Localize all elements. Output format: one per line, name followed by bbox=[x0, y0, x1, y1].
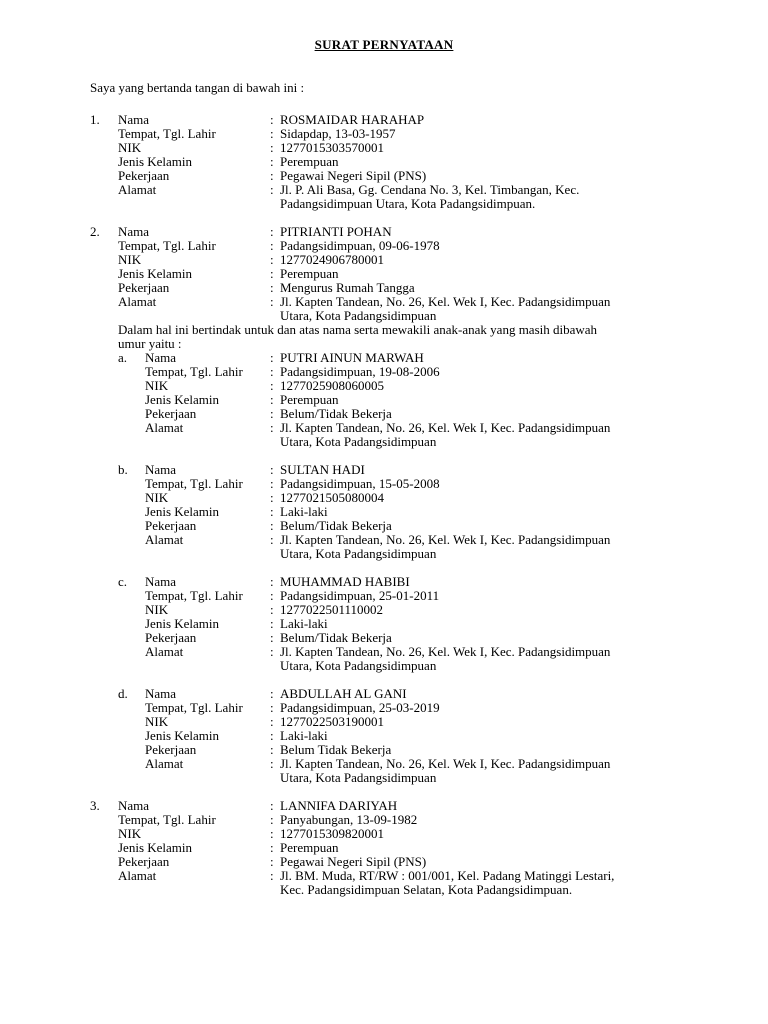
field-row-alamat bbox=[0, 757, 768, 771]
field-value-alamat-line2: Utara, Kota Padangsidimpuan bbox=[280, 308, 437, 323]
field-colon: : bbox=[270, 504, 274, 519]
field-label-nama: Nama bbox=[145, 686, 177, 701]
field-colon: : bbox=[270, 854, 274, 869]
field-row-alamat-continued bbox=[0, 659, 768, 673]
field-value-nik: 1277015303570001 bbox=[280, 140, 384, 155]
field-label-nama: Nama bbox=[118, 112, 150, 127]
field-label-ttl: Tempat, Tgl. Lahir bbox=[145, 700, 243, 715]
field-label-ttl: Tempat, Tgl. Lahir bbox=[145, 588, 243, 603]
field-colon: : bbox=[270, 126, 274, 141]
field-colon: : bbox=[270, 602, 274, 617]
field-row-ttl bbox=[0, 477, 768, 491]
person-entry bbox=[0, 799, 768, 897]
field-label-alamat: Alamat bbox=[118, 294, 157, 309]
field-colon: : bbox=[270, 616, 274, 631]
field-label-nik: NIK bbox=[145, 602, 169, 617]
field-label-ttl: Tempat, Tgl. Lahir bbox=[118, 238, 216, 253]
field-label-jk: Jenis Kelamin bbox=[145, 616, 220, 631]
field-colon: : bbox=[270, 294, 274, 309]
field-colon: : bbox=[270, 742, 274, 757]
field-colon: : bbox=[270, 350, 274, 365]
field-row-pekerjaan bbox=[0, 407, 768, 421]
field-label-ttl: Tempat, Tgl. Lahir bbox=[145, 364, 243, 379]
field-value-alamat: Jl. P. Ali Basa, Gg. Cendana No. 3, Kel. Timbangan, Kec. bbox=[280, 182, 580, 197]
field-row-nama bbox=[0, 113, 768, 127]
field-label-pekerjaan: Pekerjaan bbox=[145, 630, 197, 645]
field-colon: : bbox=[270, 840, 274, 855]
field-value-jk: Perempuan bbox=[280, 840, 339, 855]
field-colon: : bbox=[270, 392, 274, 407]
field-value-pekerjaan: Belum/Tidak Bekerja bbox=[280, 630, 392, 645]
field-colon: : bbox=[270, 420, 274, 435]
field-colon: : bbox=[270, 224, 274, 239]
field-row-nik bbox=[0, 491, 768, 505]
field-row-alamat bbox=[0, 183, 768, 197]
field-label-jk: Jenis Kelamin bbox=[145, 504, 220, 519]
field-row-ttl bbox=[0, 701, 768, 715]
field-row-jk bbox=[0, 155, 768, 169]
field-value-pekerjaan: Belum/Tidak Bekerja bbox=[280, 518, 392, 533]
field-value-nik: 1277022503190001 bbox=[280, 714, 384, 729]
field-colon: : bbox=[270, 140, 274, 155]
field-label-nama: Nama bbox=[145, 462, 177, 477]
field-colon: : bbox=[270, 154, 274, 169]
field-colon: : bbox=[270, 476, 274, 491]
field-value-alamat: Jl. Kapten Tandean, No. 26, Kel. Wek I, Kec. Padangsidimpuan bbox=[280, 532, 611, 547]
field-label-nik: NIK bbox=[118, 826, 142, 841]
field-label-nama: Nama bbox=[118, 224, 150, 239]
field-colon: : bbox=[270, 490, 274, 505]
field-colon: : bbox=[270, 728, 274, 743]
field-label-pekerjaan: Pekerjaan bbox=[118, 280, 170, 295]
field-row-alamat-continued bbox=[0, 435, 768, 449]
field-label-alamat: Alamat bbox=[118, 182, 157, 197]
field-value-nama: PUTRI AINUN MARWAH bbox=[280, 350, 424, 365]
field-value-alamat-line2: Padangsidimpuan Utara, Kota Padangsidimpuan. bbox=[280, 196, 536, 211]
field-colon: : bbox=[270, 714, 274, 729]
field-row-nama bbox=[0, 225, 768, 239]
field-row-alamat bbox=[0, 869, 768, 883]
field-label-pekerjaan: Pekerjaan bbox=[145, 406, 197, 421]
field-value-jk: Laki-laki bbox=[280, 616, 328, 631]
field-colon: : bbox=[270, 798, 274, 813]
field-value-jk: Perempuan bbox=[280, 154, 339, 169]
field-value-alamat: Jl. Kapten Tandean, No. 26, Kel. Wek I, Kec. Padangsidimpuan bbox=[280, 294, 611, 309]
field-value-alamat: Jl. Kapten Tandean, No. 26, Kel. Wek I, Kec. Padangsidimpuan bbox=[280, 756, 611, 771]
field-row-jk bbox=[0, 393, 768, 407]
child-entry bbox=[0, 575, 768, 673]
field-value-ttl: Padangsidimpuan, 09-06-1978 bbox=[280, 238, 440, 253]
child-entry bbox=[0, 351, 768, 449]
entry-number: 1. bbox=[90, 112, 100, 127]
field-label-alamat: Alamat bbox=[145, 420, 184, 435]
field-colon: : bbox=[270, 238, 274, 253]
field-row-nama bbox=[0, 351, 768, 365]
field-row-alamat bbox=[0, 645, 768, 659]
field-colon: : bbox=[270, 280, 274, 295]
field-label-nama: Nama bbox=[145, 350, 177, 365]
field-row-alamat bbox=[0, 533, 768, 547]
field-colon: : bbox=[270, 182, 274, 197]
field-row-ttl bbox=[0, 127, 768, 141]
entry-number: c. bbox=[118, 574, 128, 589]
field-value-jk: Laki-laki bbox=[280, 728, 328, 743]
field-colon: : bbox=[270, 406, 274, 421]
field-value-alamat: Jl. BM. Muda, RT/RW : 001/001, Kel. Padang Matinggi Lestari, bbox=[280, 868, 615, 883]
field-value-nama: SULTAN HADI bbox=[280, 462, 365, 477]
field-colon: : bbox=[270, 168, 274, 183]
field-colon: : bbox=[270, 518, 274, 533]
field-value-ttl: Panyabungan, 13-09-1982 bbox=[280, 812, 418, 827]
field-value-nama: LANNIFA DARIYAH bbox=[280, 798, 398, 813]
field-label-jk: Jenis Kelamin bbox=[118, 154, 193, 169]
field-value-nama: PITRIANTI POHAN bbox=[280, 224, 392, 239]
entry-number: a. bbox=[118, 350, 128, 365]
field-label-jk: Jenis Kelamin bbox=[145, 392, 220, 407]
entry-number: 3. bbox=[90, 798, 100, 813]
field-value-jk: Laki-laki bbox=[280, 504, 328, 519]
field-value-alamat: Jl. Kapten Tandean, No. 26, Kel. Wek I, Kec. Padangsidimpuan bbox=[280, 644, 611, 659]
entry-number: b. bbox=[118, 462, 128, 477]
field-value-nama: ABDULLAH AL GANI bbox=[280, 686, 407, 701]
field-value-alamat-line2: Utara, Kota Padangsidimpuan bbox=[280, 658, 437, 673]
field-row-alamat bbox=[0, 295, 768, 309]
field-row-nik bbox=[0, 603, 768, 617]
field-row-ttl bbox=[0, 239, 768, 253]
field-label-ttl: Tempat, Tgl. Lahir bbox=[145, 476, 243, 491]
field-value-alamat-line2: Kec. Padangsidimpuan Selatan, Kota Padangsidimpuan. bbox=[280, 882, 573, 897]
field-row-alamat bbox=[0, 421, 768, 435]
field-row-ttl bbox=[0, 813, 768, 827]
field-row-nik bbox=[0, 141, 768, 155]
field-row-nama bbox=[0, 687, 768, 701]
field-value-nama: ROSMAIDAR HARAHAP bbox=[280, 112, 425, 127]
field-label-pekerjaan: Pekerjaan bbox=[145, 518, 197, 533]
page-title: SURAT PERNYATAAN bbox=[314, 37, 454, 52]
field-value-nik: 1277025908060005 bbox=[280, 378, 384, 393]
representation-note-line1: Dalam hal ini bertindak untuk dan atas nama serta mewakili anak-anak yang masih dibawah bbox=[118, 322, 598, 337]
child-entry bbox=[0, 463, 768, 561]
field-value-alamat-line2: Utara, Kota Padangsidimpuan bbox=[280, 770, 437, 785]
field-value-jk: Perempuan bbox=[280, 392, 339, 407]
field-row-nama bbox=[0, 799, 768, 813]
field-value-nik: 1277022501110002 bbox=[280, 602, 384, 617]
field-colon: : bbox=[270, 630, 274, 645]
field-colon: : bbox=[270, 378, 274, 393]
field-label-nik: NIK bbox=[118, 140, 142, 155]
field-row-pekerjaan bbox=[0, 631, 768, 645]
field-value-pekerjaan: Pegawai Negeri Sipil (PNS) bbox=[280, 854, 427, 869]
intro-text: Saya yang bertanda tangan di bawah ini : bbox=[90, 80, 305, 95]
field-colon: : bbox=[270, 532, 274, 547]
field-row-nik bbox=[0, 827, 768, 841]
field-colon: : bbox=[270, 462, 274, 477]
field-value-alamat-line2: Utara, Kota Padangsidimpuan bbox=[280, 434, 437, 449]
field-value-ttl: Padangsidimpuan, 25-03-2019 bbox=[280, 700, 440, 715]
field-value-nama: MUHAMMAD HABIBI bbox=[280, 574, 410, 589]
field-row-pekerjaan bbox=[0, 855, 768, 869]
field-value-pekerjaan: Belum Tidak Bekerja bbox=[280, 742, 392, 757]
field-value-nik: 1277015309820001 bbox=[280, 826, 384, 841]
field-colon: : bbox=[270, 700, 274, 715]
representation-note-line2: umur yaitu : bbox=[118, 336, 182, 351]
field-row-ttl bbox=[0, 365, 768, 379]
field-label-ttl: Tempat, Tgl. Lahir bbox=[118, 812, 216, 827]
field-value-nik: 1277021505080004 bbox=[280, 490, 384, 505]
field-colon: : bbox=[270, 812, 274, 827]
field-row-pekerjaan bbox=[0, 169, 768, 183]
field-value-nik: 1277024906780001 bbox=[280, 252, 384, 267]
field-value-ttl: Padangsidimpuan, 19-08-2006 bbox=[280, 364, 440, 379]
field-label-nik: NIK bbox=[145, 490, 169, 505]
field-label-alamat: Alamat bbox=[145, 756, 184, 771]
field-value-pekerjaan: Belum/Tidak Bekerja bbox=[280, 406, 392, 421]
field-row-nik bbox=[0, 379, 768, 393]
field-value-alamat-line2: Utara, Kota Padangsidimpuan bbox=[280, 546, 437, 561]
field-row-jk bbox=[0, 267, 768, 281]
field-value-alamat: Jl. Kapten Tandean, No. 26, Kel. Wek I, Kec. Padangsidimpuan bbox=[280, 420, 611, 435]
field-row-pekerjaan bbox=[0, 281, 768, 295]
field-label-pekerjaan: Pekerjaan bbox=[118, 168, 170, 183]
field-colon: : bbox=[270, 644, 274, 659]
field-label-ttl: Tempat, Tgl. Lahir bbox=[118, 126, 216, 141]
field-value-pekerjaan: Mengurus Rumah Tangga bbox=[280, 280, 415, 295]
field-row-alamat-continued bbox=[0, 771, 768, 785]
field-row-alamat-continued bbox=[0, 197, 768, 211]
field-value-ttl: Sidapdap, 13-03-1957 bbox=[280, 126, 396, 141]
field-colon: : bbox=[270, 574, 274, 589]
person-entry bbox=[0, 225, 768, 323]
field-label-pekerjaan: Pekerjaan bbox=[118, 854, 170, 869]
field-label-nama: Nama bbox=[118, 798, 150, 813]
field-label-jk: Jenis Kelamin bbox=[118, 840, 193, 855]
field-label-nik: NIK bbox=[145, 714, 169, 729]
field-label-alamat: Alamat bbox=[145, 532, 184, 547]
field-row-alamat-continued bbox=[0, 883, 768, 897]
field-row-jk bbox=[0, 841, 768, 855]
field-value-ttl: Padangsidimpuan, 15-05-2008 bbox=[280, 476, 440, 491]
field-colon: : bbox=[270, 364, 274, 379]
field-label-nik: NIK bbox=[118, 252, 142, 267]
field-colon: : bbox=[270, 868, 274, 883]
field-label-nik: NIK bbox=[145, 378, 169, 393]
entry-number: 2. bbox=[90, 224, 100, 239]
field-row-jk bbox=[0, 617, 768, 631]
field-row-nama bbox=[0, 463, 768, 477]
field-colon: : bbox=[270, 756, 274, 771]
entry-number: d. bbox=[118, 686, 128, 701]
field-label-alamat: Alamat bbox=[145, 644, 184, 659]
field-row-jk bbox=[0, 729, 768, 743]
field-row-nik bbox=[0, 715, 768, 729]
field-label-pekerjaan: Pekerjaan bbox=[145, 742, 197, 757]
field-row-alamat-continued bbox=[0, 547, 768, 561]
field-colon: : bbox=[270, 826, 274, 841]
field-value-pekerjaan: Pegawai Negeri Sipil (PNS) bbox=[280, 168, 427, 183]
field-row-nama bbox=[0, 575, 768, 589]
field-label-alamat: Alamat bbox=[118, 868, 157, 883]
field-row-pekerjaan bbox=[0, 743, 768, 757]
field-label-jk: Jenis Kelamin bbox=[145, 728, 220, 743]
field-label-jk: Jenis Kelamin bbox=[118, 266, 193, 281]
field-colon: : bbox=[270, 266, 274, 281]
field-label-nama: Nama bbox=[145, 574, 177, 589]
person-entry bbox=[0, 113, 768, 211]
field-row-ttl bbox=[0, 589, 768, 603]
field-value-ttl: Padangsidimpuan, 25-01-2011 bbox=[280, 588, 440, 603]
field-colon: : bbox=[270, 686, 274, 701]
field-colon: : bbox=[270, 588, 274, 603]
field-value-jk: Perempuan bbox=[280, 266, 339, 281]
field-colon: : bbox=[270, 112, 274, 127]
child-entry bbox=[0, 687, 768, 785]
field-row-pekerjaan bbox=[0, 519, 768, 533]
field-colon: : bbox=[270, 252, 274, 267]
field-row-nik bbox=[0, 253, 768, 267]
field-row-jk bbox=[0, 505, 768, 519]
field-row-alamat-continued bbox=[0, 309, 768, 323]
